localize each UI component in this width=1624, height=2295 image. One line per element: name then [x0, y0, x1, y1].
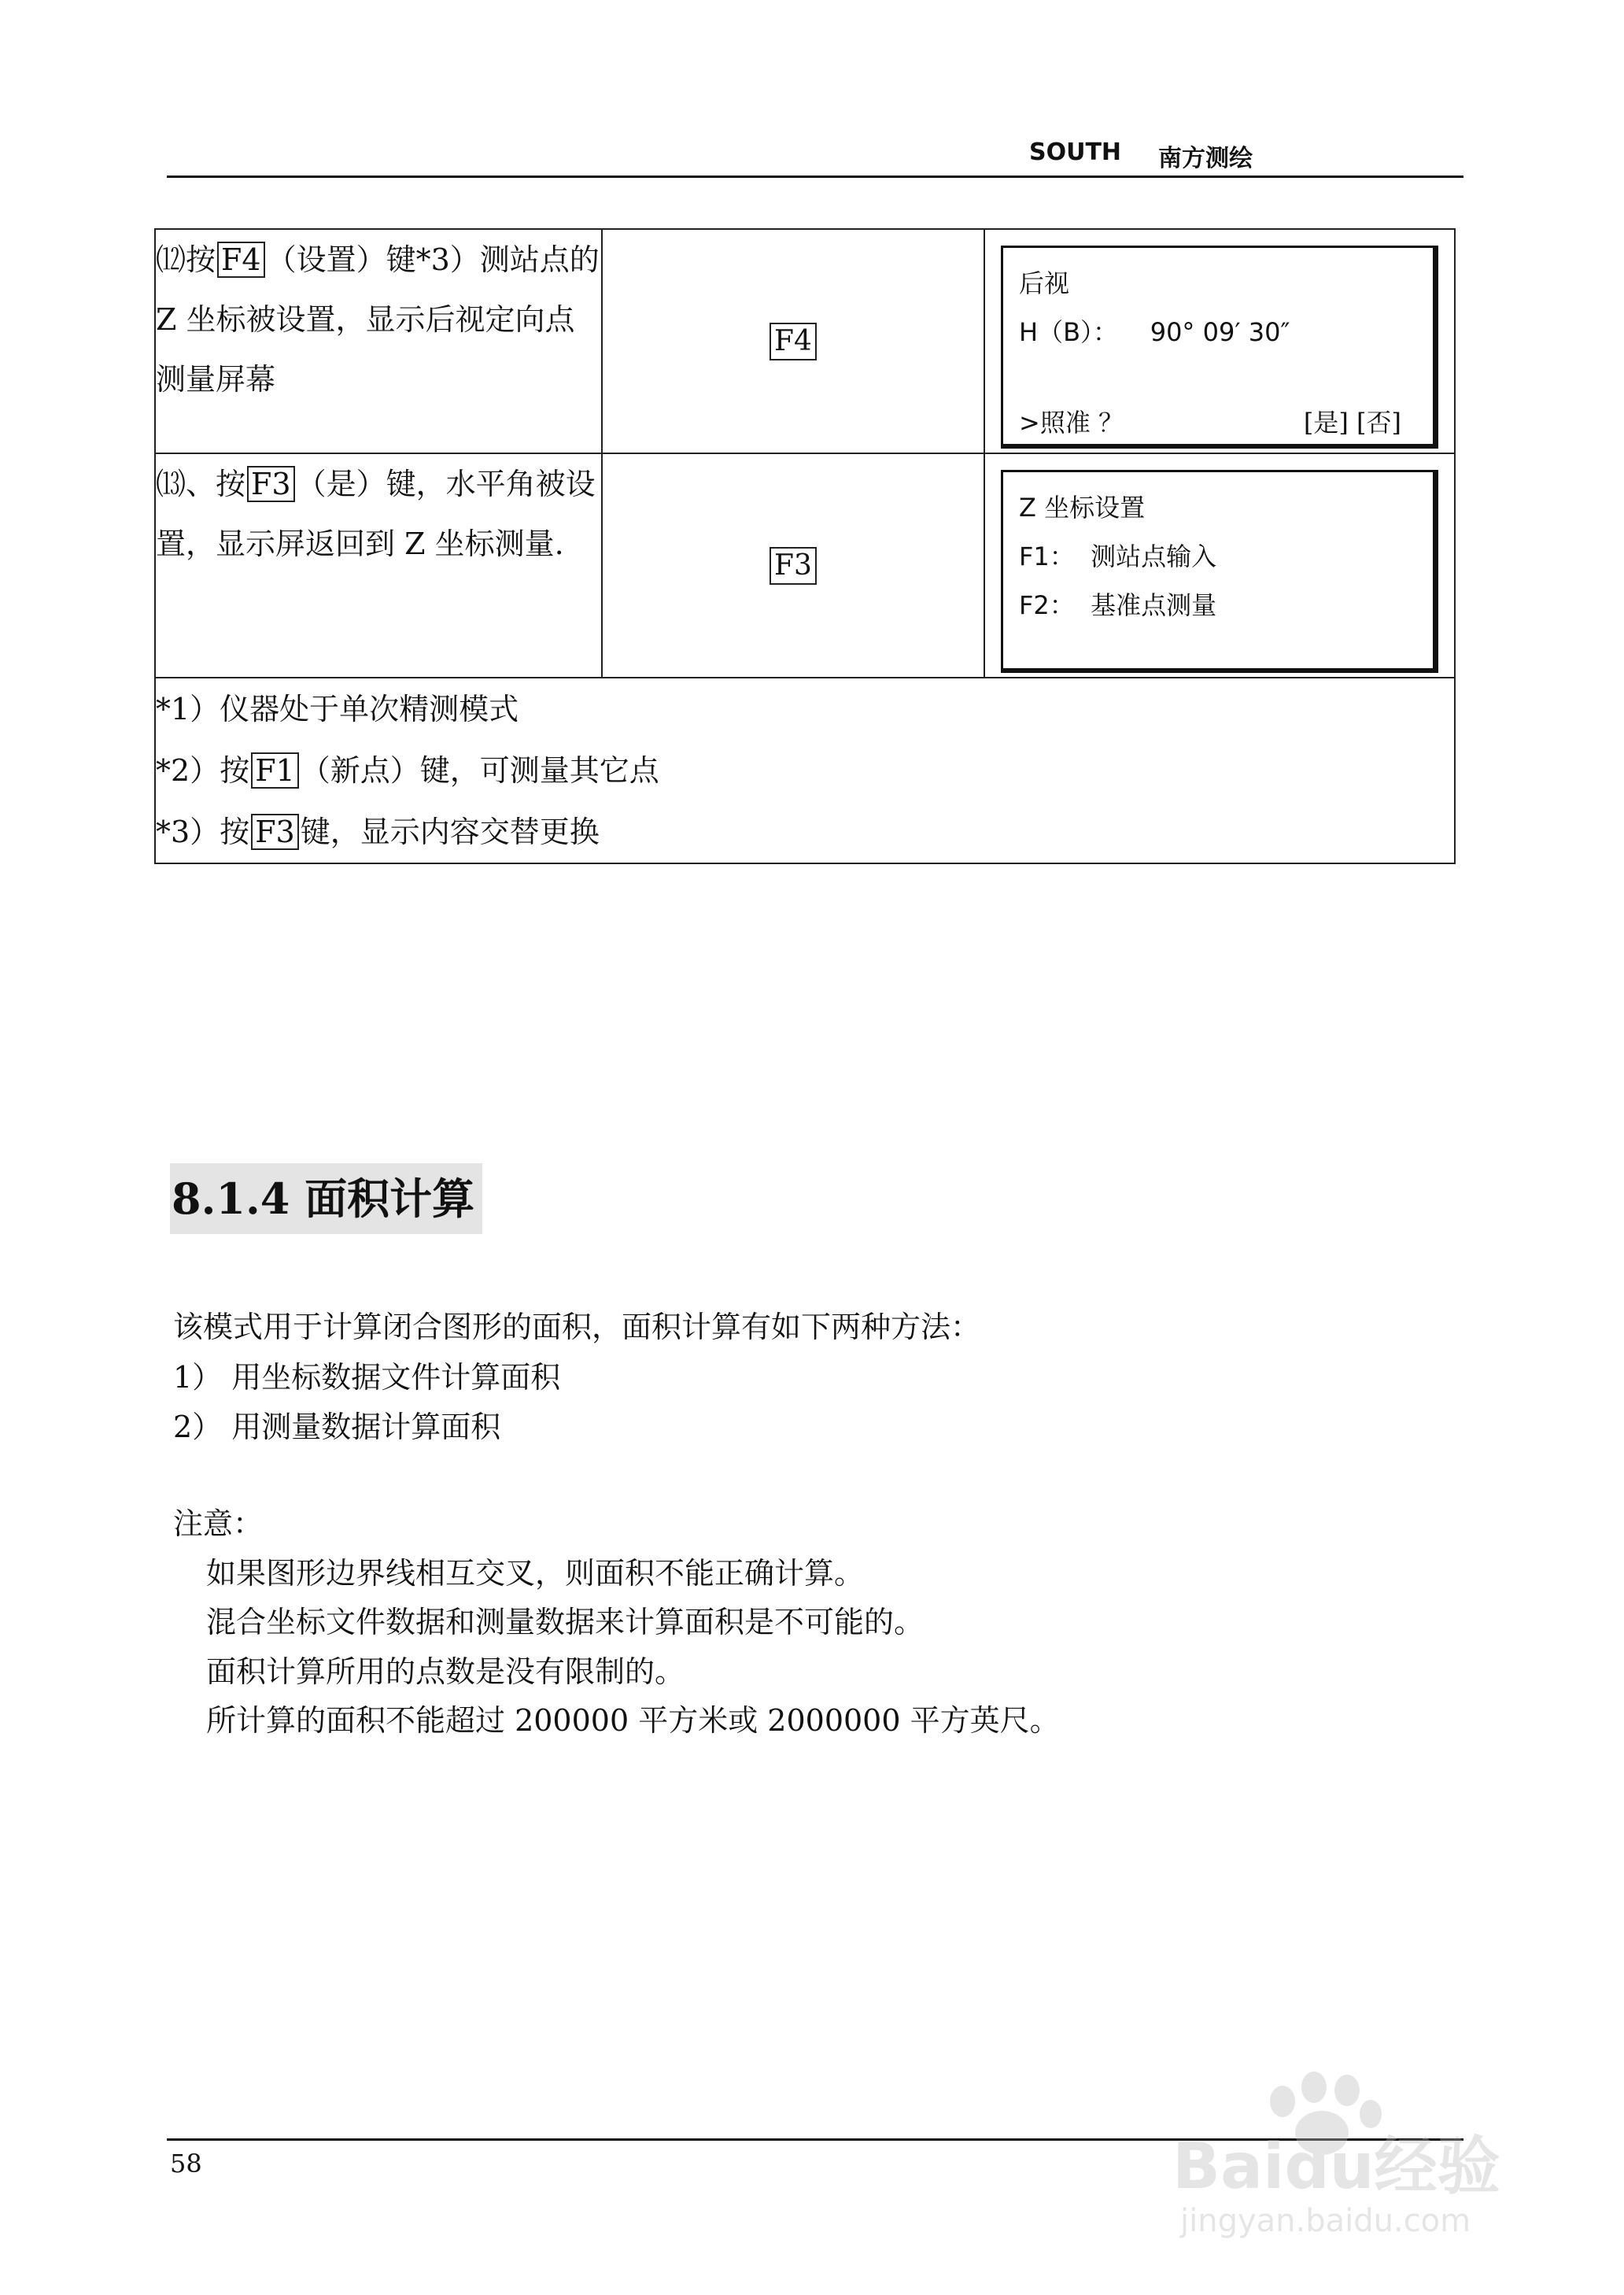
screen-prompt: >照准 ？ — [1019, 408, 1124, 438]
section-title: 8.1.4 面积计算 — [170, 1163, 482, 1234]
header-brand: SOUTH — [1029, 139, 1122, 166]
intro-paragraph: 该模式用于计算闭合图形的面积，面积计算有如下两种方法： — [173, 1310, 981, 1344]
step-12-screen-cell — [984, 229, 1455, 453]
screen-menu-f1: F1： 测站点输入 — [1019, 541, 1217, 571]
screen-title: 后视 — [1019, 268, 1070, 298]
f3-key-label: F3 — [251, 814, 299, 850]
note-1: 如果图形边界线相互交叉，则面积不能正确计算。 — [206, 1556, 865, 1591]
header-company: 南方测绘 — [1158, 145, 1253, 172]
footnotes — [155, 678, 1455, 863]
step-text: （是）键，水平角被设置，显示屏返回到 Z 坐标测量. — [156, 467, 596, 561]
watermark-url: jingyan.baidu.com — [1180, 2203, 1471, 2239]
screen-angle: H（B）： 90° 09′ 30″ — [1019, 317, 1290, 347]
paw-logo-icon — [1164, 2070, 1534, 2243]
footnote-text: （新点）键，可测量其它点 — [300, 753, 659, 788]
f4-key: F4 — [770, 323, 817, 360]
table-row — [155, 229, 1455, 453]
watermark-brand: Baidu经验 — [1172, 2130, 1500, 2203]
lcd-screen-z-coordinate — [1001, 470, 1438, 673]
footnote-text: 键，显示内容交替更换 — [300, 815, 600, 849]
baidu-watermark — [1164, 2070, 1534, 2243]
step-text: ⒀、按 — [156, 467, 246, 501]
step-12-key — [602, 229, 984, 453]
step-12-description — [155, 229, 602, 453]
screen-options: [是] [否] — [1303, 408, 1401, 438]
step-13-screen-cell — [984, 453, 1455, 678]
footnote-3 — [156, 801, 1454, 863]
footnote-text: *3）按 — [156, 815, 250, 849]
step-13-description — [155, 453, 602, 678]
step-text: （设置）键*3）测站点的 Z 坐标被设置，显示后视定向点测量屏幕 — [156, 242, 600, 397]
table-row — [155, 453, 1455, 678]
page-number: 58 — [170, 2149, 202, 2179]
footnote-text: *2）按 — [156, 753, 250, 788]
f3-key-label: F3 — [247, 466, 295, 502]
step-text: ⑿按 — [156, 242, 216, 277]
note-2: 混合坐标文件数据和测量数据来计算面积是不可能的。 — [206, 1605, 925, 1639]
footnote-1: *1）仪器处于单次精测模式 — [156, 692, 519, 726]
method-1: 1） 用坐标数据文件计算面积 — [173, 1360, 561, 1395]
note-4: 所计算的面积不能超过 200000 平方米或 2000000 平方英尺。 — [206, 1703, 1060, 1738]
screen-title: Z 坐标设置 — [1019, 493, 1146, 523]
note-label: 注意： — [173, 1506, 264, 1541]
f4-key-label: F4 — [217, 242, 265, 278]
f1-key-label: F1 — [251, 752, 299, 789]
header-rule — [167, 176, 1463, 178]
screen-menu-f2: F2： 基准点测量 — [1019, 590, 1217, 620]
method-2: 2） 用测量数据计算面积 — [173, 1410, 501, 1444]
note-3: 面积计算所用的点数是没有限制的。 — [206, 1654, 685, 1689]
procedure-table — [154, 228, 1456, 864]
footnote-2 — [156, 740, 1454, 801]
notes-row — [155, 678, 1455, 863]
f3-key: F3 — [770, 547, 817, 585]
lcd-screen-backsight — [1001, 246, 1438, 449]
step-13-key — [602, 453, 984, 678]
